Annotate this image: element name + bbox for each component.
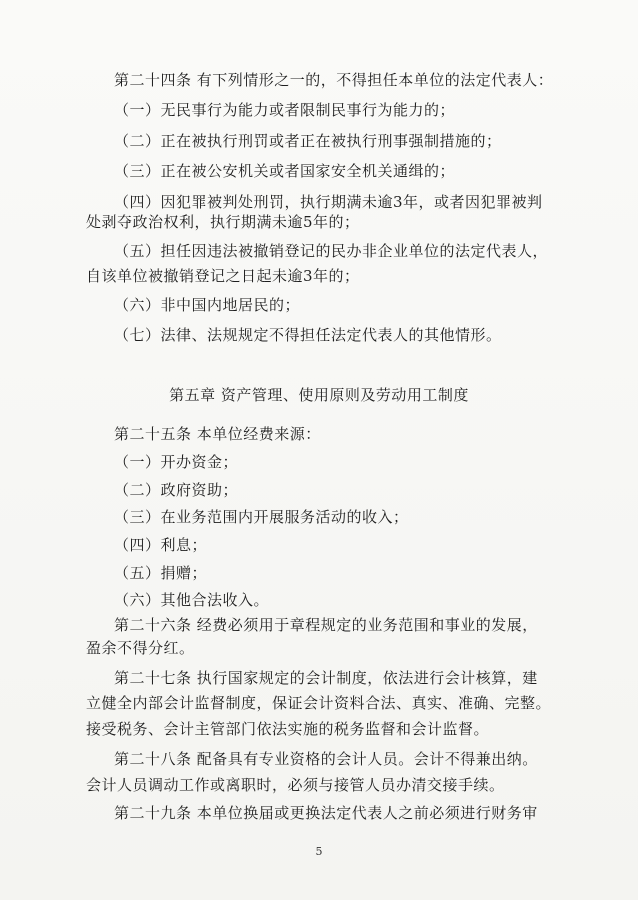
article-27-title: 第二十七条 执行国家规定的会计制度，依法进行会计核算，建 — [114, 669, 538, 687]
article-24-item-6: （六）非中国内地居民的； — [114, 296, 301, 314]
article-25-title: 第二十五条 本单位经费来源： — [114, 425, 321, 443]
article-24-item-4-cont: 处剥夺政治权利，执行期满未逾5年的； — [86, 213, 360, 231]
article-25-item-3: （三）在业务范围内开展服务活动的收入； — [114, 508, 409, 526]
article-24-item-3: （三）正在被公安机关或者国家安全机关通缉的； — [114, 162, 456, 180]
article-28-cont: 会计人员调动工作或离职时，必须与接管人员办清交接手续。 — [86, 776, 505, 794]
article-25-item-4: （四）利息； — [114, 536, 208, 554]
article-24-item-5: （五）担任因违法被撤销登记的民办非企业单位的法定代表人， — [114, 242, 549, 260]
article-25-item-1: （一）开办资金； — [114, 453, 239, 471]
article-24-title: 第二十四条 有下列情形之一的，不得担任本单位的法定代表人： — [114, 71, 554, 89]
article-24-item-7: （七）法律、法规规定不得担任法定代表人的其他情形。 — [114, 326, 502, 344]
article-24-item-2: （二）正在被执行刑罚或者正在被执行刑事强制措施的； — [114, 132, 502, 150]
article-27-cont-1: 立健全内部会计监督制度，保证会计资料合法、真实、准确、完整。 — [86, 694, 552, 712]
article-27-cont-2: 接受税务、会计主管部门依法实施的税务监督和会计监督。 — [86, 720, 490, 738]
chapter-heading: 第五章 资产管理、使用原则及劳动用工制度 — [169, 386, 469, 404]
article-29-title: 第二十九条 本单位换届或更换法定代表人之前必须进行财务审 — [114, 804, 538, 822]
article-24-item-4: （四）因犯罪被判处刑罚，执行期满未逾3年，或者因犯罪被判 — [114, 193, 543, 211]
article-25-item-2: （二）政府资助； — [114, 481, 239, 499]
article-26-cont: 盈余不得分红。 — [86, 639, 195, 657]
article-25-item-5: （五）捐赠； — [114, 564, 208, 582]
article-24-item-5-cont: 自该单位被撤销登记之日起未逾3年的； — [86, 267, 360, 285]
article-26-title: 第二十六条 经费必须用于章程规定的业务范围和事业的发展， — [114, 616, 538, 634]
article-24-item-1: （一）无民事行为能力或者限制民事行为能力的； — [114, 101, 456, 119]
article-25-item-6: （六）其他合法收入。 — [114, 591, 270, 609]
article-28-title: 第二十八条 配备具有专业资格的会计人员。会计不得兼出纳。 — [114, 750, 538, 768]
page-number: 5 — [315, 845, 323, 858]
